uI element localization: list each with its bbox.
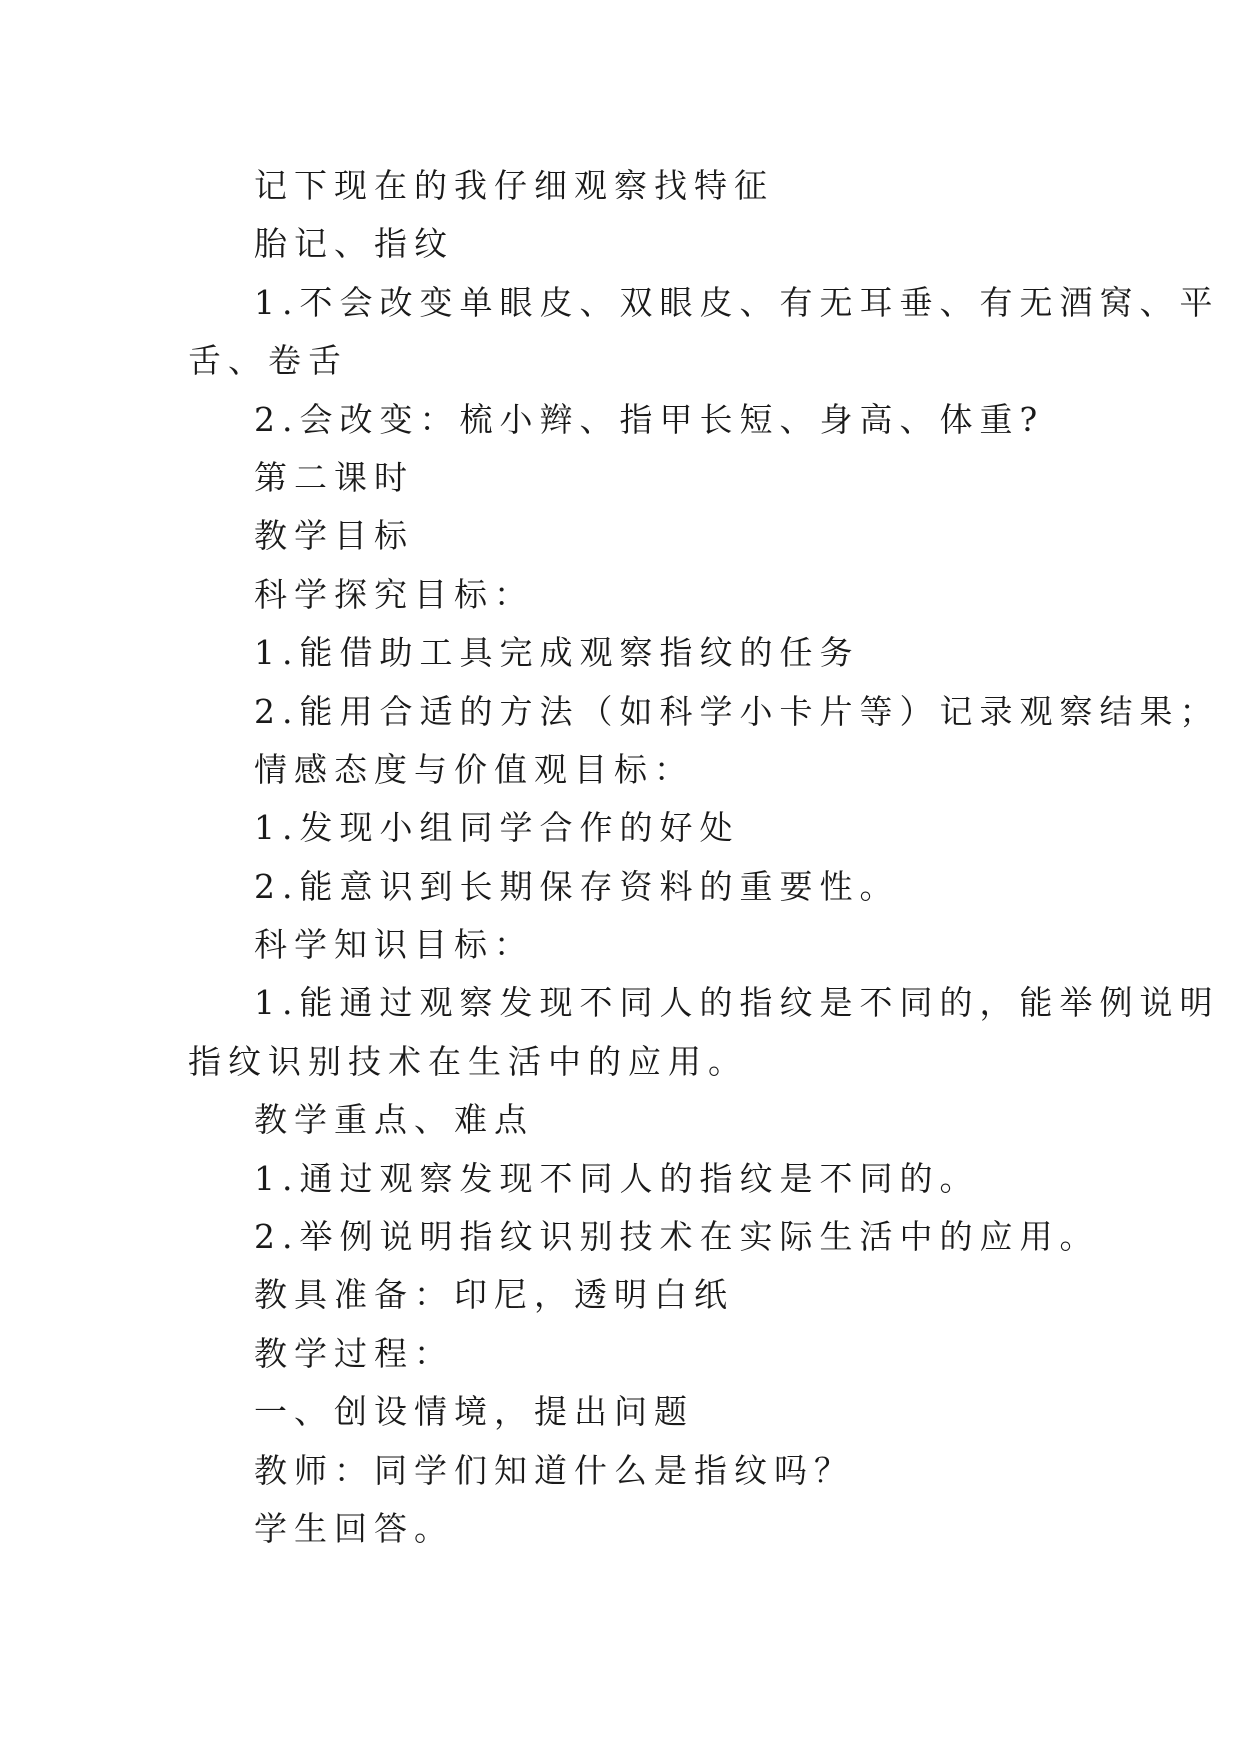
document-body (188, 157, 1220, 1558)
text-line: 胎记、指纹 (254, 224, 454, 264)
text-line: 2.能意识到长期保存资料的重要性。 (254, 866, 900, 906)
text-line: 2.举例说明指纹识别技术在实际生活中的应用。 (254, 1217, 1100, 1257)
text-line-continuation: 指纹识别技术在生活中的应用。 (188, 1041, 748, 1081)
text-line: 1.通过观察发现不同人的指纹是不同的。 (254, 1158, 980, 1198)
section-heading: 教学过程： (254, 1333, 454, 1373)
text-line: 1.发现小组同学合作的好处 (254, 808, 740, 848)
subsection-heading: 科学知识目标： (254, 925, 534, 965)
subsection-heading: 情感态度与价值观目标： (254, 749, 694, 789)
text-line: 一、创设情境，提出问题 (254, 1392, 694, 1432)
text-line: 教具准备：印尼，透明白纸 (254, 1275, 734, 1315)
text-line-continuation: 舌、卷舌 (188, 341, 348, 381)
section-heading: 第二课时 (254, 457, 414, 497)
text-line: 1.能通过观察发现不同人的指纹是不同的，能举例说明 (254, 983, 1220, 1023)
section-heading: 教学重点、难点 (254, 1100, 534, 1140)
text-line: 记下现在的我仔细观察找特征 (254, 166, 774, 205)
text-line: 2.能用合适的方法（如科学小卡片等）记录观察结果； (254, 691, 1220, 731)
text-line: 学生回答。 (254, 1508, 454, 1548)
text-line: 教师：同学们知道什么是指纹吗？ (254, 1450, 854, 1490)
text-line: 2.会改变：梳小辫、指甲长短、身高、体重? (254, 399, 1045, 439)
text-line: 1.能借助工具完成观察指纹的任务 (254, 633, 860, 673)
subsection-heading: 科学探究目标： (254, 574, 534, 614)
text-line: 1.不会改变单眼皮、双眼皮、有无耳垂、有无酒窝、平 (254, 282, 1220, 322)
section-heading: 教学目标 (254, 516, 414, 556)
